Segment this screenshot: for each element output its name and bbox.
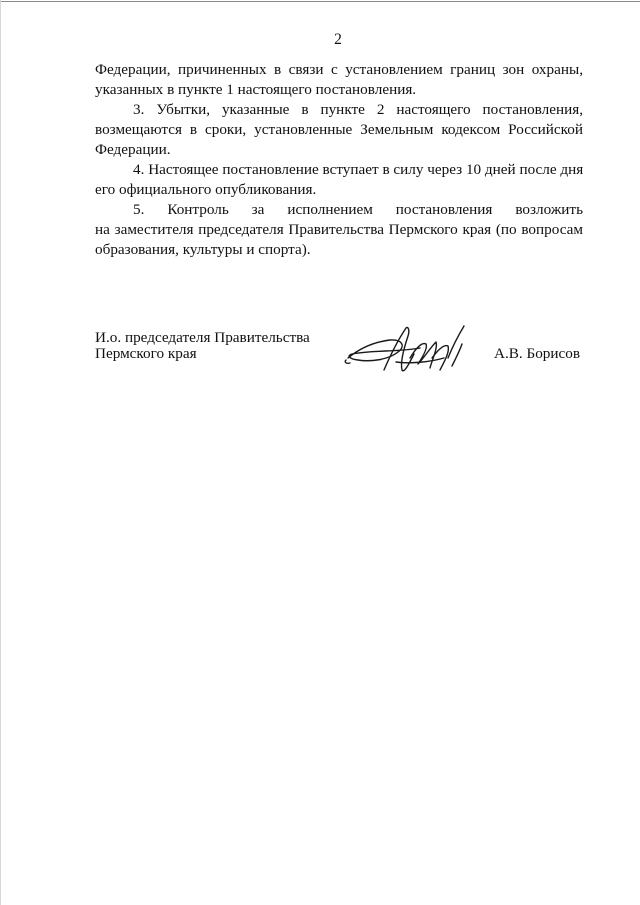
text-line: его официального опубликования.	[95, 181, 317, 198]
signatory-name: А.В. Борисов	[494, 345, 581, 362]
paragraph-item-3	[95, 100, 583, 160]
signatory-position	[95, 330, 310, 362]
text-line: 3. Убытки, указанные в пункте 2 настоящего постановления,	[133, 101, 583, 118]
text-line: возмещаются в сроки, установленные Земельным кодексом Российской	[95, 121, 583, 138]
paragraph-continuation	[95, 60, 583, 100]
document-body	[95, 60, 583, 260]
text-line: 5. Контроль за исполнением постановления возложить	[133, 201, 583, 218]
text-line: Федерации, причиненных в связи с установлением границ зон охраны,	[95, 61, 583, 78]
scan-left-edge	[0, 0, 1, 905]
text-line: Федерации.	[95, 141, 171, 158]
text-line: образования, культуры и спорта).	[95, 241, 311, 258]
scan-edge-line	[0, 1, 640, 2]
signatory-position-line: Пермского края	[95, 345, 197, 362]
paragraph-item-5	[95, 200, 583, 260]
paragraph-item-4	[95, 160, 583, 200]
handwritten-signature	[340, 318, 470, 388]
text-line: 4. Настоящее постановление вступает в силу через 10 дней после дня	[133, 161, 584, 178]
signatory-position-line: И.о. председателя Правительства	[95, 329, 310, 346]
page-number: 2	[334, 31, 342, 48]
text-line: указанных в пункте 1 настоящего постановления.	[95, 81, 417, 98]
text-line: на заместителя председателя Правительства Пермского края (по вопросам	[95, 221, 583, 238]
